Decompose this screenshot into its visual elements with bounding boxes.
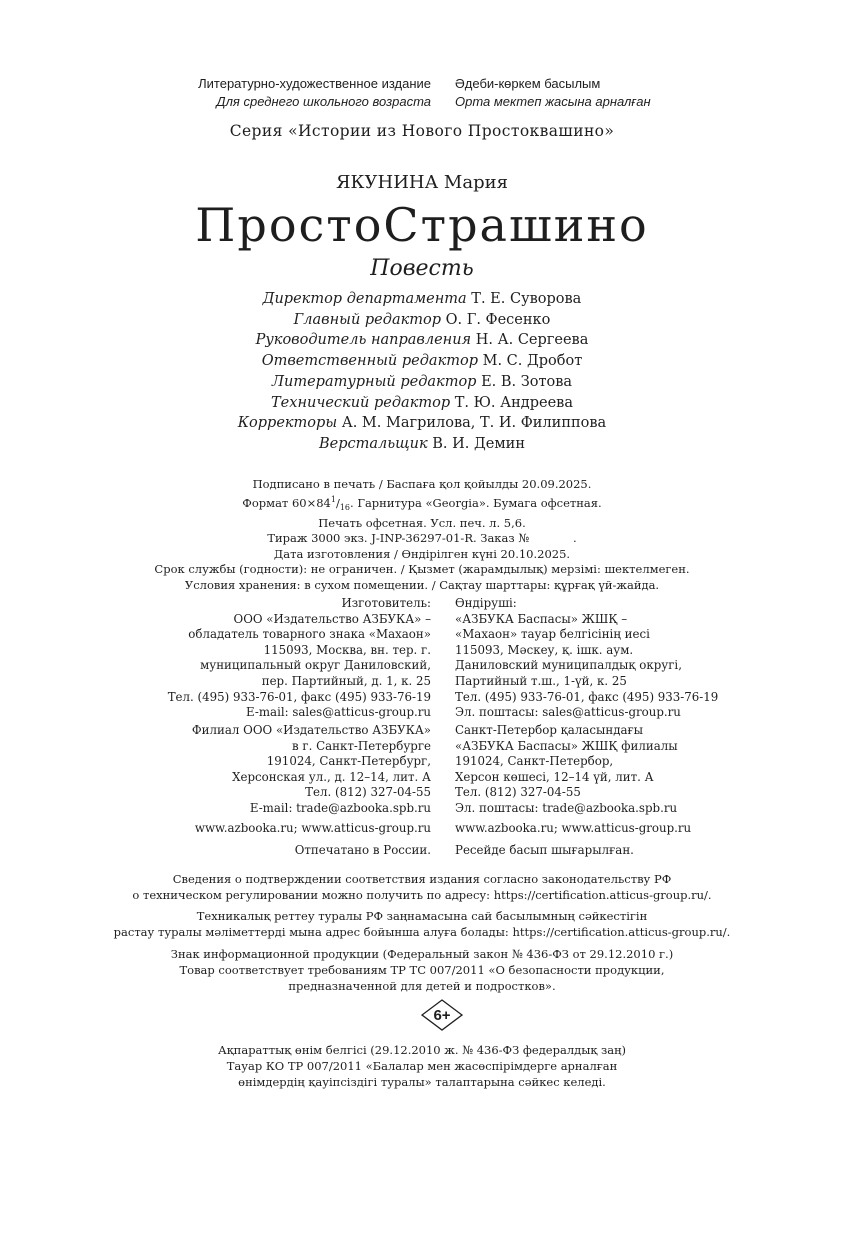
manufacturer-line: «Махаон» тауар белгісінің иесі xyxy=(455,627,650,642)
crew-person: Е. В. Зотова xyxy=(481,373,573,390)
format-suffix: . Гарнитура «Georgia». Бумага офсетная. xyxy=(350,496,602,511)
format-fraction-denominator: 16 xyxy=(339,503,351,513)
manufacturer-line: 115093, Москва, вн. тер. г. xyxy=(263,642,431,657)
format-line: Формат $60\times 84^1/_{16}$. Гарнитура «Georgia». Бумага офсетная. xyxy=(242,495,602,513)
branch-line: Санкт-Петербор қаласындағы xyxy=(455,723,644,737)
manufacturer-ru xyxy=(168,596,431,721)
branch-line: Тел. (812) 327-04-55 xyxy=(455,785,581,800)
crew-row xyxy=(0,310,844,331)
certification-kz xyxy=(0,909,844,941)
printed-in-kz: Ресейде басып шығарылған. xyxy=(455,843,634,857)
manufacturer-line: E-mail: sales@atticus-group.ru xyxy=(246,705,431,720)
author: ЯКУНИНА Мария xyxy=(336,172,508,193)
crew-person: Т. Е. Суворова xyxy=(471,291,582,307)
manufacturer-line: пер. Партийный, д. 1, к. 25 xyxy=(261,673,431,688)
certification-ru xyxy=(0,872,844,904)
crew-role: Верстальщик xyxy=(318,435,428,452)
cert-line: о техническом регулировании можно получить по адресу: https://certification.atticus-group.ru/. xyxy=(132,887,712,902)
crew-person: Н. А. Сергеева xyxy=(475,332,589,349)
manufacturer-kz xyxy=(455,596,718,721)
genre: Повесть xyxy=(370,256,474,281)
manufacturer-line: Изготовитель: xyxy=(341,596,431,610)
branch-line: Херсон көшесі, 12–14 үй, лит. А xyxy=(455,769,654,784)
branch-kz xyxy=(455,723,678,817)
info-line: Товар соответствует требованиям ТР ТС 007/2011 «О безопасности продукции, xyxy=(179,962,665,977)
crew-role: Ответственный редактор xyxy=(261,353,478,370)
manufacturer-line: Эл. поштасы: sales@atticus-group.ru xyxy=(455,705,681,720)
crew-role: Технический редактор xyxy=(271,394,451,411)
crew-list xyxy=(0,289,844,455)
cert-line: Сведения о подтверждении соответствия издания согласно законодательству РФ xyxy=(172,872,672,886)
printed-in-ru: Отпечатано в России. xyxy=(294,843,431,857)
crew-row xyxy=(0,393,844,414)
branch-line: 191024, Санкт-Петербург, xyxy=(266,754,431,769)
branch-line: 191024, Санкт-Петербор, xyxy=(455,754,614,769)
format-fraction-numerator: 1 xyxy=(330,495,336,505)
header-left xyxy=(198,75,431,111)
branch-line: Тел. (812) 327-04-55 xyxy=(305,785,431,800)
branch-line: Филиал ООО «Издательство АЗБУКА» xyxy=(191,723,431,737)
crew-row xyxy=(0,289,844,310)
crew-person: Т. Ю. Андреева xyxy=(454,394,573,411)
crew-role: Главный редактор xyxy=(293,311,442,328)
crew-person: О. Г. Фесенко xyxy=(445,311,551,328)
age-group-ru: Для среднего школьного возраста xyxy=(216,94,431,109)
crew-row xyxy=(0,434,844,455)
website-kz: www.azbooka.ru; www.atticus-group.ru xyxy=(455,821,692,835)
info-line: өнімдердің қауіпсіздігі туралы» талаптарына сәйкес келеді. xyxy=(238,1074,606,1089)
manufacturer-line: «АЗБУКА Баспасы» ЖШҚ – xyxy=(455,611,628,626)
manufacturer-line: 115093, Мәскеу, қ. ішк. аум. xyxy=(455,642,634,657)
crew-person: М. С. Дробот xyxy=(482,353,583,370)
imprint-details xyxy=(0,477,844,593)
age-rating-label: 6+ xyxy=(433,1007,451,1024)
crew-role: Литературный редактор xyxy=(271,373,477,390)
crew-role: Директор департамента xyxy=(262,291,467,307)
manufacturer-line: Тел. (495) 933-76-01, факс (495) 933-76-19 xyxy=(167,689,431,704)
edition-type-kz: Әдеби-көркем басылым xyxy=(455,76,601,91)
branch-ru xyxy=(192,723,431,817)
manufacturer-line: Өндіруші: xyxy=(455,596,517,610)
crew-row xyxy=(0,330,844,351)
shelf-life: Срок службы (годности): не ограничен. / Қызмет (жарамдылық) мерзімі: шектелмеген. xyxy=(154,562,690,577)
info-line: Знак информационной продукции (Федеральный закон № 436-ФЗ от 29.12.2010 г.) xyxy=(170,947,674,961)
crew-row xyxy=(0,351,844,372)
branch-line: в г. Санкт-Петербурге xyxy=(292,738,431,753)
info-product-kz xyxy=(0,1043,844,1090)
series-line: Серия «Истории из Нового Простоквашино» xyxy=(229,122,615,140)
branch-line: Херсонская ул., д. 12–14, лит. А xyxy=(232,769,431,784)
crew-role: Руководитель направления xyxy=(255,332,472,349)
print-run: Тираж 3000 экз. J-INP-36297-01-R. Заказ № . xyxy=(267,531,577,546)
crew-person: В. И. Демин xyxy=(432,435,525,452)
edition-type-ru: Литературно-художественное издание xyxy=(198,76,431,91)
age-rating-badge xyxy=(421,999,463,1031)
storage-conditions: Условия хранения: в сухом помещении. / Сақтау шарттары: құрғақ үй-жайда. xyxy=(184,577,660,592)
manufacturer-line: муниципальный округ Даниловский, xyxy=(200,658,431,673)
manufacture-date: Дата изготовления / Өндірілген күні 20.10.2025. xyxy=(273,546,571,561)
header-right xyxy=(455,75,651,111)
website-ru: www.azbooka.ru; www.atticus-group.ru xyxy=(194,821,431,835)
info-product-ru xyxy=(0,947,844,994)
manufacturer-line: Партийный т.ш., 1-үй, к. 25 xyxy=(455,673,627,688)
manufacturer-line: ООО «Издательство АЗБУКА» – xyxy=(233,611,431,626)
signed-date: Подписано в печать / Баспаға қол қойылды 20.09.2025. xyxy=(252,477,592,491)
crew-row xyxy=(0,372,844,393)
crew-role: Корректоры xyxy=(237,415,338,432)
branch-line: Эл. поштасы: trade@azbooka.spb.ru xyxy=(455,800,678,815)
info-line: предназначенной для детей и подростков». xyxy=(288,978,556,993)
manufacturer-line: Тел. (495) 933-76-01, факс (495) 933-76-19 xyxy=(455,689,719,704)
format-prefix: Формат 60×84 xyxy=(242,496,331,511)
manufacturer-line: Даниловский муниципалдық округі, xyxy=(455,658,682,673)
age-group-kz: Орта мектеп жасына арналған xyxy=(455,94,651,109)
info-line: Ақпараттық өнім белгісі (29.12.2010 ж. № 436-ФЗ федералдық заң) xyxy=(218,1043,626,1057)
print-type: Печать офсетная. Усл. печ. л. 5,6. xyxy=(318,515,526,530)
cert-line: растау туралы мәліметтерді мына адрес бойынша алуға болады: https://certification.atticus-group.ru/. xyxy=(113,924,731,939)
cert-line: Техникалық реттеу туралы РФ заңнамасына сай басылымның сәйкестігін xyxy=(196,909,648,923)
manufacturer-line: обладатель товарного знака «Махаон» xyxy=(188,627,431,642)
info-line: Тауар КО ТР 007/2011 «Балалар мен жасөспірімдерге арналған xyxy=(226,1058,618,1073)
crew-person: А. М. Магрилова, Т. И. Филиппова xyxy=(341,415,607,432)
branch-line: «АЗБУКА Баспасы» ЖШҚ филиалы xyxy=(455,738,678,753)
book-title: ПростоСтрашино xyxy=(195,198,649,252)
branch-line: E-mail: trade@azbooka.spb.ru xyxy=(249,800,431,815)
crew-row xyxy=(0,413,844,434)
